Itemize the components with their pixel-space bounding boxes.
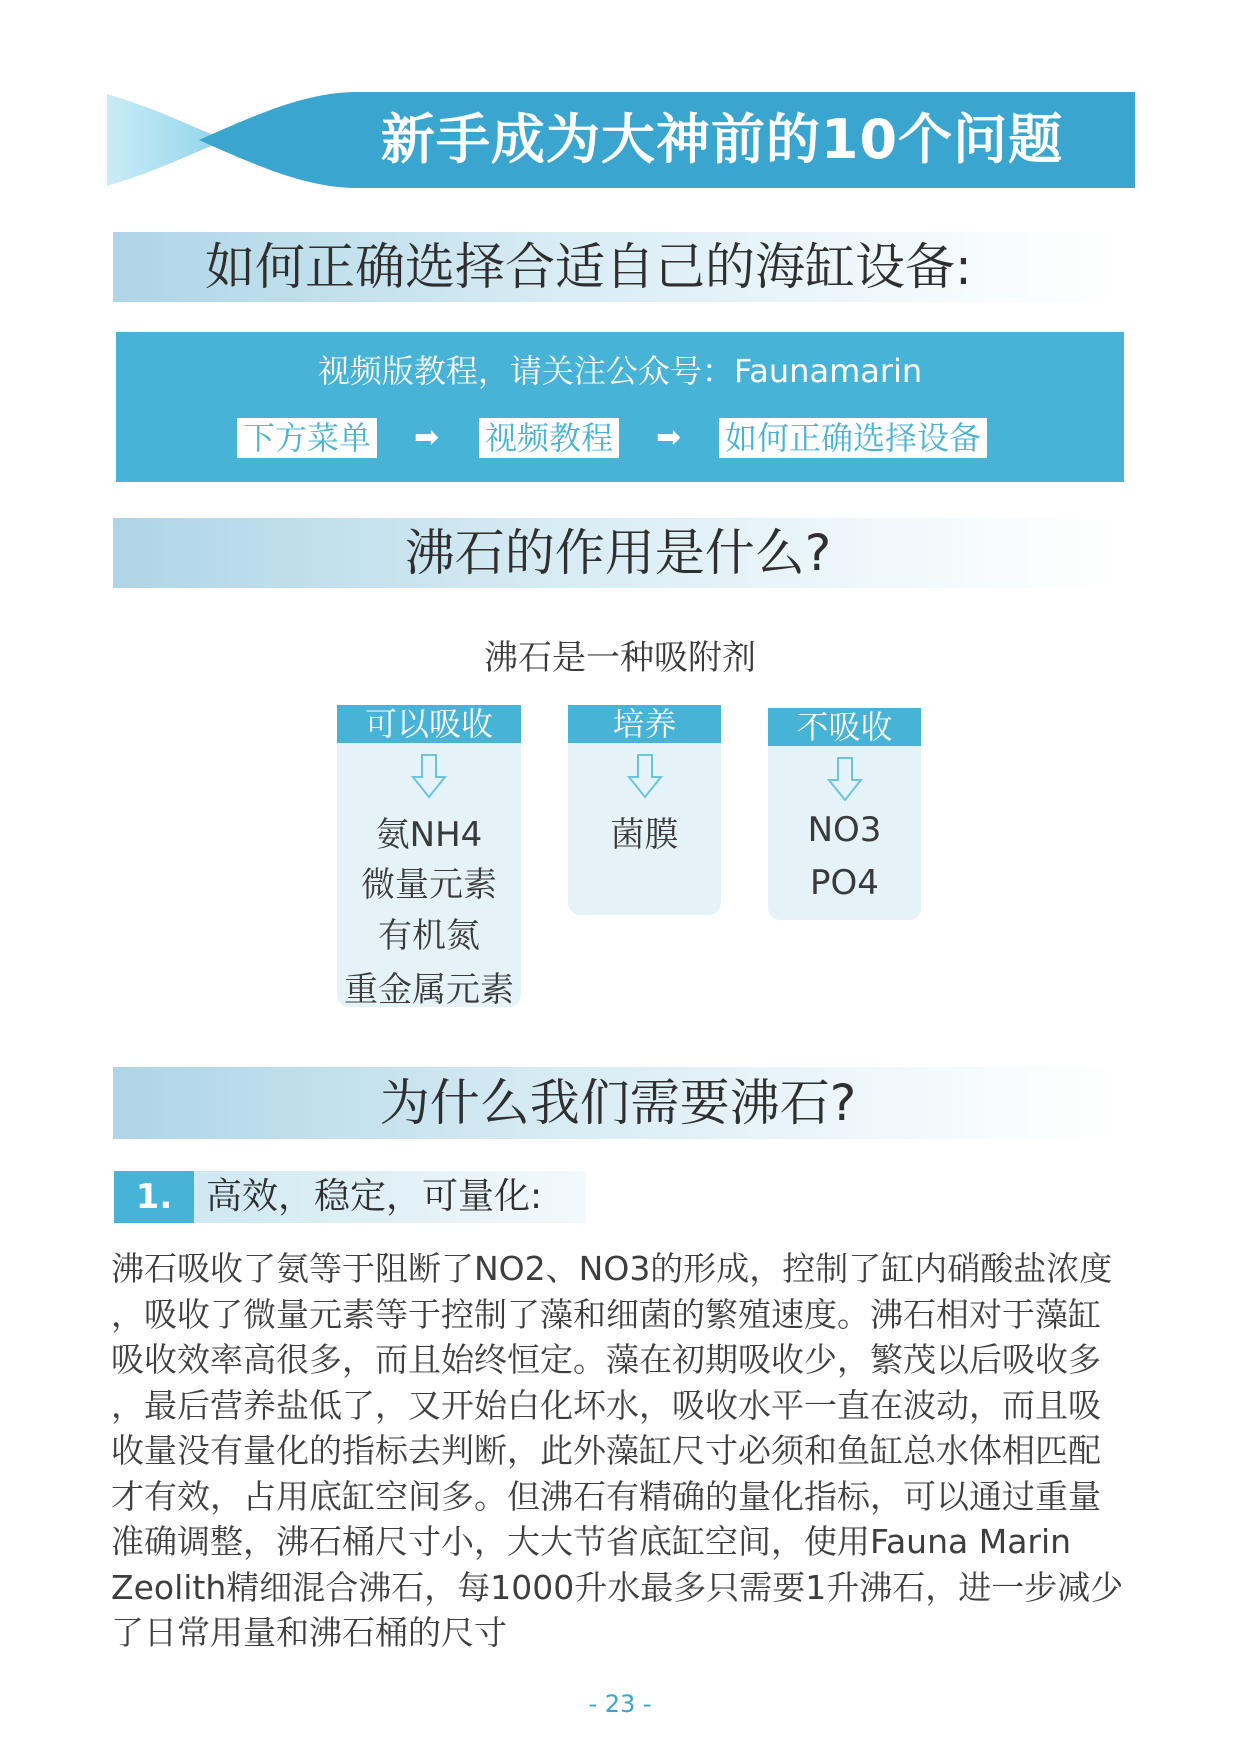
subheading-number: 1. bbox=[114, 1171, 194, 1223]
page-number: - 23 - bbox=[588, 1690, 652, 1718]
subheading-title: 高效，稳定，可量化: bbox=[194, 1171, 586, 1223]
body-line: 了日常用量和沸石桶的尺寸 bbox=[111, 1613, 507, 1652]
card-title: 培养 bbox=[568, 705, 721, 743]
card-not-absorb bbox=[768, 708, 921, 920]
card-item: 有机氮 bbox=[378, 916, 480, 956]
card-item: 菌膜 bbox=[610, 815, 679, 855]
body-line: 准确调整，沸石桶尺寸小，大大节省底缸空间，使用Fauna Marin bbox=[111, 1522, 1072, 1561]
arrow-right-icon: ➡ bbox=[656, 420, 682, 455]
card-item: 微量元素 bbox=[361, 865, 497, 905]
section-heading-why-zeolite: 为什么我们需要沸石? bbox=[113, 1067, 1123, 1139]
arrow-down-icon bbox=[627, 753, 663, 799]
card-title: 不吸收 bbox=[768, 708, 921, 746]
body-line: 沸石吸收了氨等于阻断了NO2、NO3的形成，控制了缸内硝酸盐浓度 bbox=[111, 1249, 1113, 1288]
card-title: 可以吸收 bbox=[337, 705, 521, 743]
card-cultivate bbox=[568, 705, 721, 915]
body-line: ，最后营养盐低了，又开始白化坏水，吸收水平一直在波动，而且吸 bbox=[111, 1385, 1101, 1425]
card-item: 重金属元素 bbox=[344, 970, 514, 1010]
crumb-choose-equipment[interactable]: 如何正确选择设备 bbox=[719, 418, 987, 458]
section-heading-equipment: 如何正确选择合适自己的海缸设备: bbox=[113, 232, 1123, 302]
video-tutorial-box bbox=[116, 332, 1124, 482]
body-paragraph bbox=[111, 1246, 1126, 1656]
body-line: 吸收效率高很多，而且始终恒定。藻在初期吸收少，繁茂以后吸收多 bbox=[111, 1340, 1101, 1379]
banner-title: 新手成为大神前的10个问题 bbox=[380, 108, 1064, 171]
card-item: NO3 bbox=[807, 810, 882, 850]
zeolite-intro: 沸石是一种吸附剂 bbox=[484, 638, 756, 678]
card-can-absorb bbox=[337, 705, 521, 1010]
arrow-down-icon bbox=[827, 756, 863, 802]
title-banner bbox=[107, 92, 1135, 188]
body-line: Zeolith精细混合沸石，每1000升水最多只需要1升沸石，进一步减少 bbox=[111, 1567, 1124, 1607]
body-line: 收量没有量化的指标去判断，此外藻缸尺寸必须和鱼缸总水体相匹配 bbox=[111, 1431, 1101, 1470]
body-line: 才有效，占用底缸空间多。但沸石有精确的量化指标，可以通过重量 bbox=[111, 1476, 1101, 1516]
arrow-down-icon bbox=[411, 753, 447, 799]
crumb-menu[interactable]: 下方菜单 bbox=[237, 418, 377, 458]
crumb-video-tutorial[interactable]: 视频教程 bbox=[479, 418, 619, 458]
arrow-right-icon: ➡ bbox=[414, 420, 440, 455]
section-heading-zeolite-function: 沸石的作用是什么? bbox=[113, 518, 1123, 588]
video-tutorial-line: 视频版教程，请关注公众号：Faunamarin bbox=[317, 352, 923, 390]
card-item: 氨NH4 bbox=[375, 815, 483, 855]
card-item: PO4 bbox=[810, 863, 879, 903]
body-line: ，吸收了微量元素等于控制了藻和细菌的繁殖速度。沸石相对于藻缸 bbox=[111, 1294, 1101, 1334]
